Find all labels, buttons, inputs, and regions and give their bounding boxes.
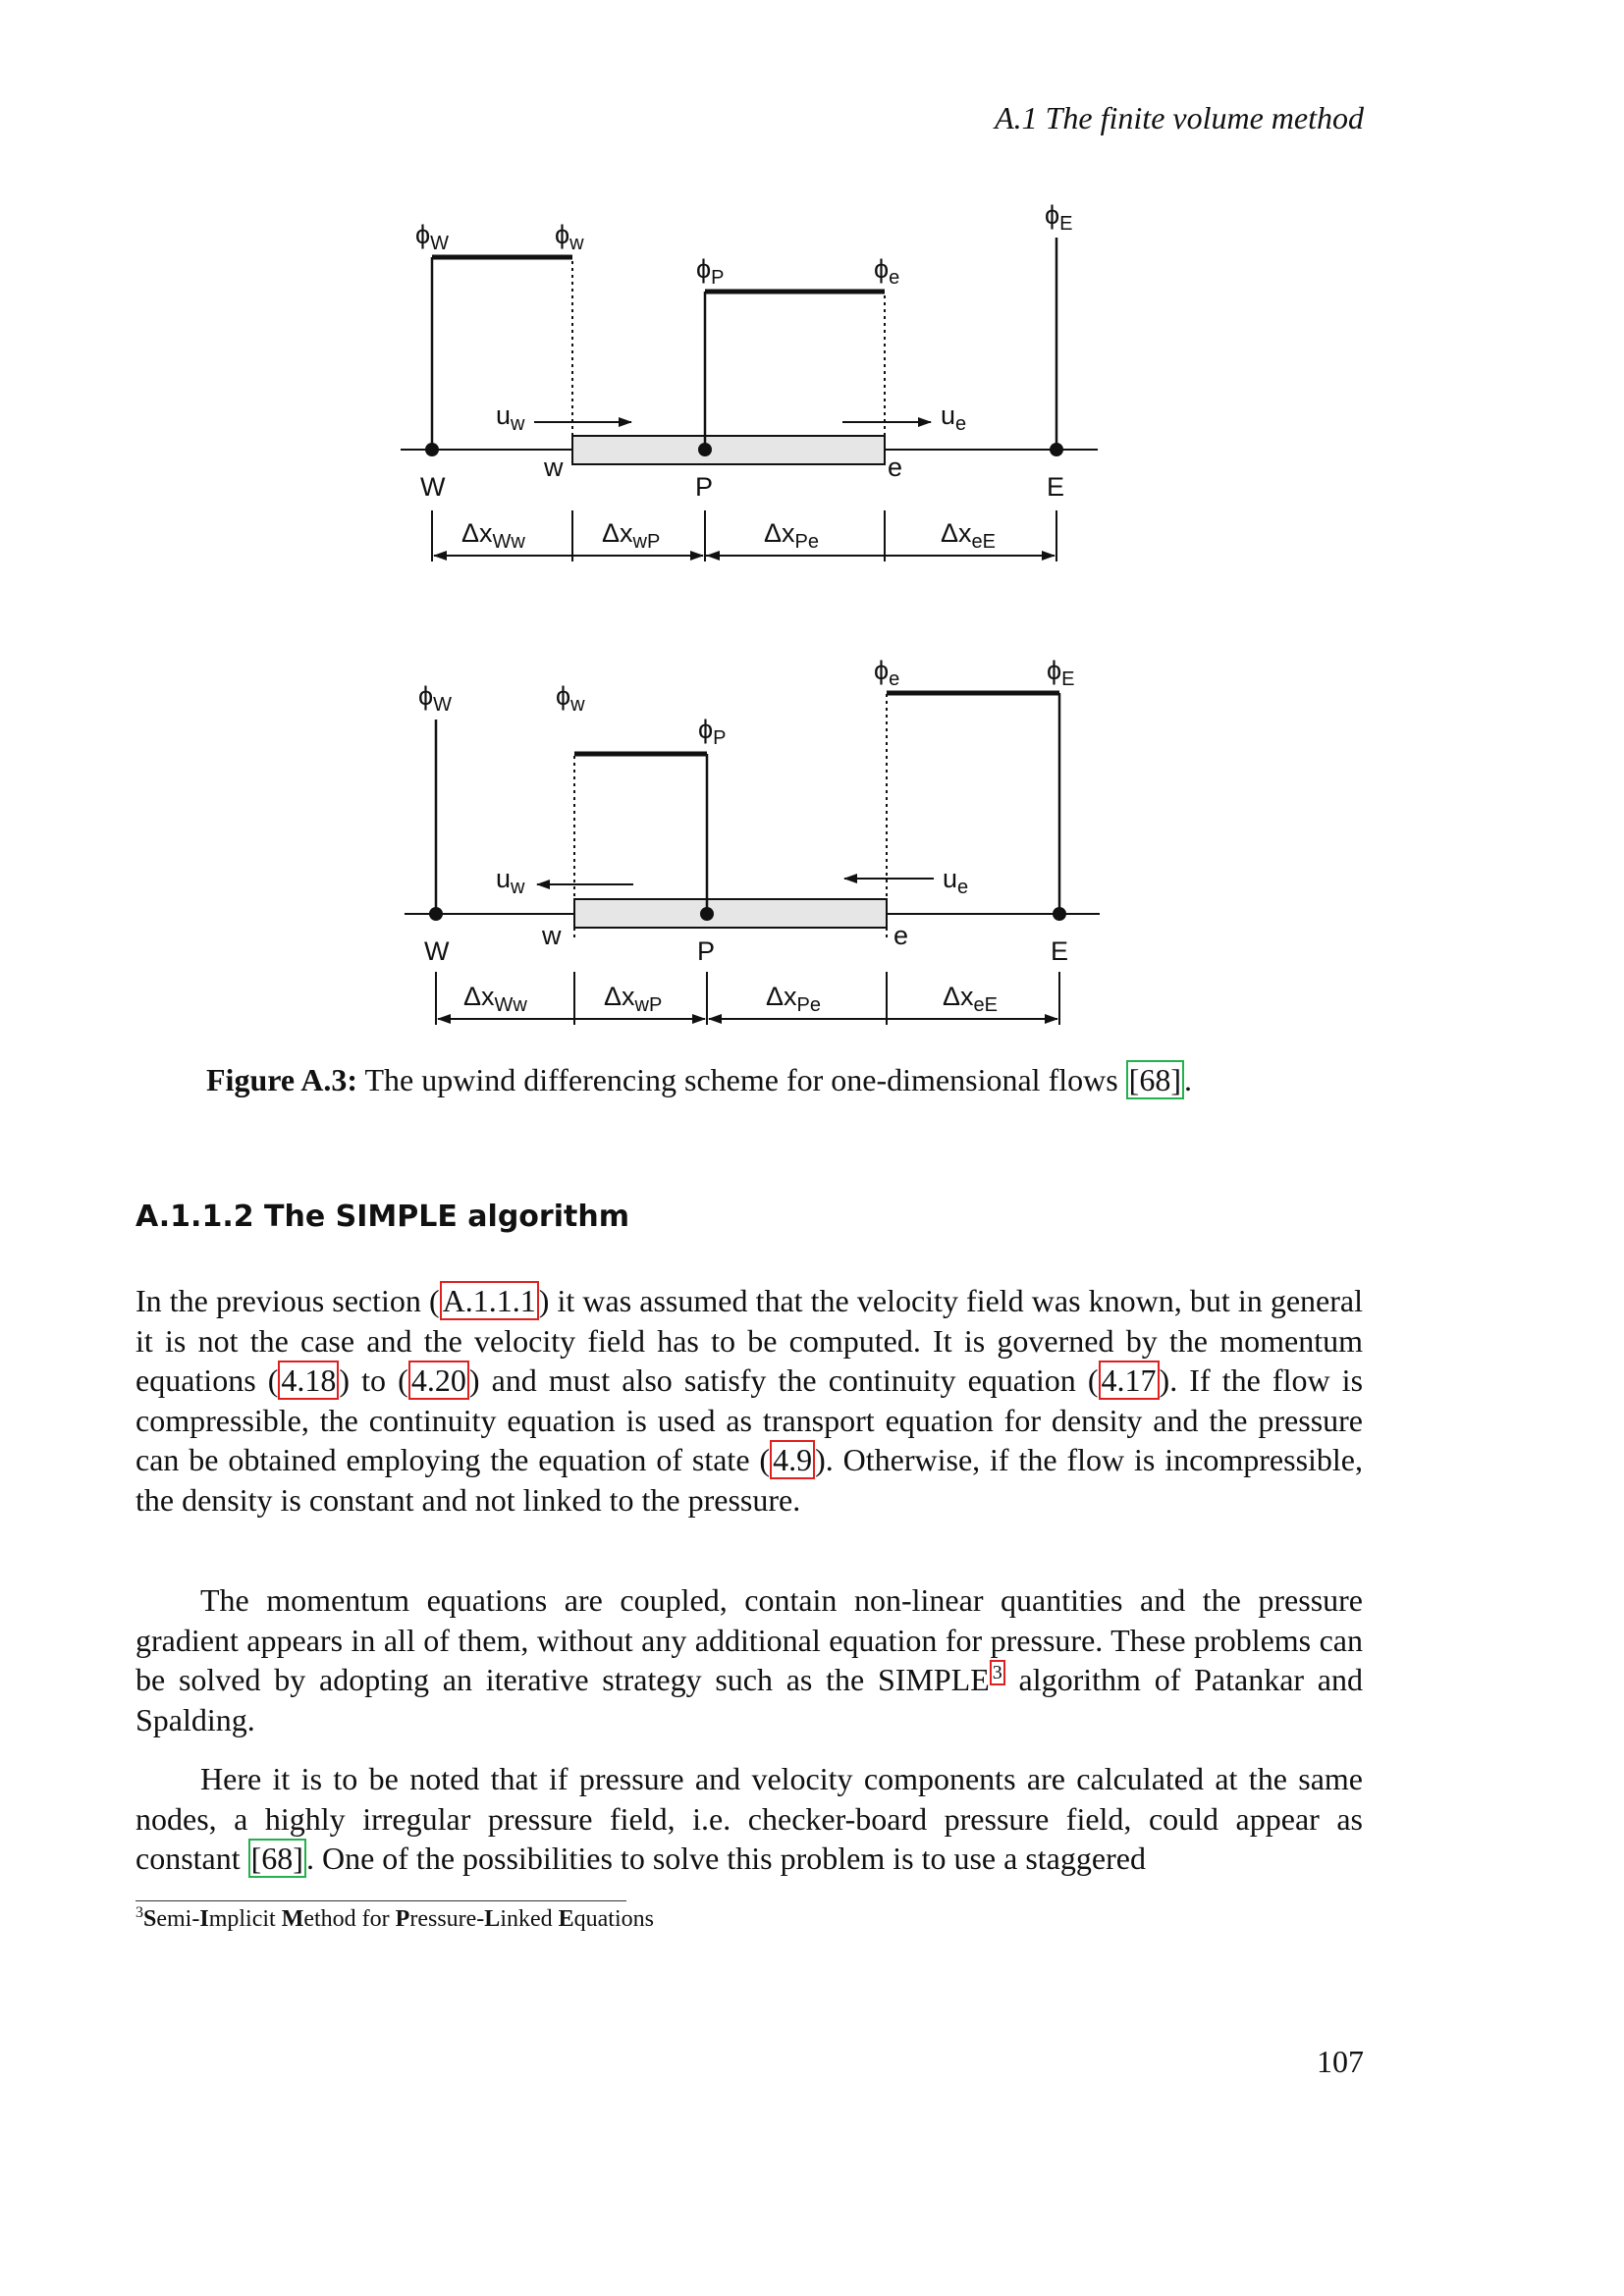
svg-text:ue: $u_e$ [941,400,967,435]
svg-text:ΔxeE: $\Delta x_{eE}$ [943,982,999,1016]
section-ref-link[interactable]: A.1.1.1 [440,1281,539,1320]
section-heading: A.1.1.2 The SIMPLE algorithm [135,1200,629,1234]
svg-text:E: E [1047,472,1065,502]
footnote-rule [135,1900,626,1901]
svg-text:ϕw: $\phi_w$ [555,220,584,254]
svg-text:ΔxPe: $\Delta x_{Pe}$ [764,518,820,553]
svg-text:ΔxwP: $\Delta x_{wP}$ [604,982,663,1016]
svg-text:e: e [893,921,909,950]
equation-ref-link[interactable]: 4.9 [770,1440,815,1479]
diagram-positive-flow [401,200,1098,561]
svg-text:ΔxWw: $\Delta x_{Ww}$ [463,982,527,1016]
svg-text:W: W [424,936,450,966]
svg-text:ϕP: $\phi_P$ [698,715,727,749]
equation-ref-link[interactable]: 4.20 [408,1361,469,1400]
svg-text:P: P [695,472,714,502]
paragraph-2: The momentum equations are coupled, contain non-linear quantities and the pressure gradient appears in all of them, without any additional equation for pressure. These problems can be solved by adopting an iterative strategy such as the SIMPLE $^3$ algorithm of Patankar and Spalding. [135,1582,1363,1737]
svg-text:ϕW: $\phi_W$ [415,220,450,254]
control-volume [572,436,885,464]
svg-text:ϕW: $\phi_W$ [418,681,453,716]
paragraph-3: Here it is to be noted that if pressure and velocity components are calculated at the same nodes, a highly irregular pressure field, i.e. checker-board pressure field, could appear as constant [68]. One of the possibilities to solve this problem is to use a staggered [135,1761,1363,1876]
svg-text:uw: $u_w$ [496,400,525,435]
svg-text:uw: $u_w$ [496,864,525,898]
control-volume [574,899,887,928]
svg-text:W: W [420,472,446,502]
svg-text:ΔxPe: $\Delta x_{Pe}$ [766,982,822,1016]
svg-text:E: E [1051,936,1069,966]
svg-text:ϕw: $\phi_w$ [556,681,585,716]
svg-text:ϕE: $\phi_E$ [1047,656,1075,690]
caption-text: The upwind differencing scheme for one-dimensional flows [364,1062,1118,1097]
svg-text:ϕe: $\phi_e$ [874,254,900,289]
svg-text:ue: $u_e$ [943,864,969,898]
svg-text:ΔxeE: $\Delta x_{eE}$ [941,518,997,553]
svg-text:ϕE: $\phi_E$ [1045,200,1073,235]
footnote-link[interactable]: 3 [990,1660,1005,1685]
citation-link[interactable]: [68] [1126,1060,1184,1099]
footnote: $^3$Semi-Implicit Method for Pressure-Linked Equations [135,1904,654,1932]
equation-ref-link[interactable]: 4.18 [278,1361,339,1400]
svg-text:w: w [544,453,564,482]
svg-text:e: e [888,453,903,482]
svg-text:w: w [542,921,562,950]
figure-caption: Figure A.3: The upwind differencing scheme for one-dimensional flows [68]. [206,1062,1192,1097]
svg-text:ϕe: $\phi_e$ [874,656,900,690]
citation-link[interactable]: [68] [248,1839,306,1878]
caption-label: Figure A.3: [206,1062,358,1097]
running-head: A.1 The finite volume method [995,100,1364,135]
svg-text:ϕP: $\phi_P$ [696,254,725,289]
page-number: 107 [1317,2044,1364,2079]
svg-text:P: P [697,936,716,966]
svg-text:ΔxWw: $\Delta x_{Ww}$ [461,518,525,553]
equation-ref-link[interactable]: 4.17 [1099,1361,1160,1400]
svg-text:ΔxwP: $\Delta x_{wP}$ [602,518,661,553]
diagram-negative-flow [405,656,1100,1025]
upwind-scheme-figure [0,0,1624,1060]
paragraph-1: In the previous section (A.1.1.1) it was assumed that the velocity field was known, but in general it is not the case and the velocity field has to be computed. It is governed by the momentum equations (4.18) to (4.20) and must also satisfy the continuity equation (4.17). If the flow is compressible, the continuity equation is used as transport equation for density and the pressure can be obtained employing the equation of state (4.9). Otherwise, if the flow is incompressible, the density is constant and not linked to the pressure. [135,1283,1364,1518]
